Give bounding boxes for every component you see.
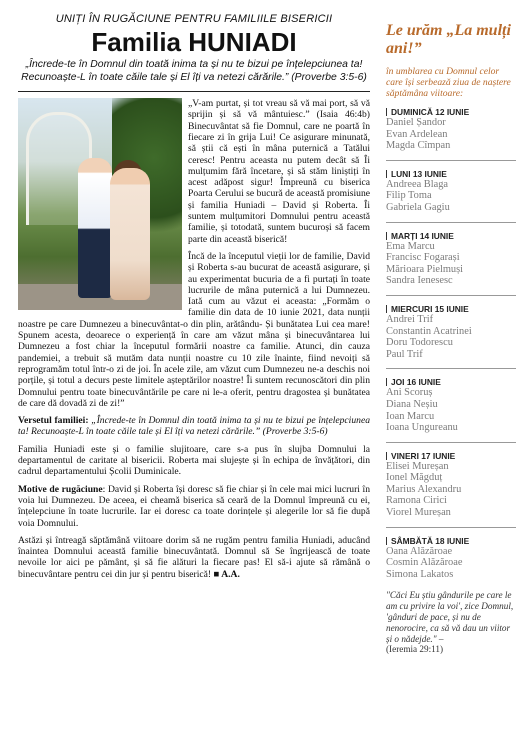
family-photo [18,98,182,310]
birthday-name: Evan Ardelean [386,128,448,140]
birthday-name: Filip Toma [386,190,432,202]
article-paragraph-2: Încă de la începutul vieții lor de familie, David și Roberta s-au bucurat de această asigurare, și au experimentat bucuria de a fi purtați în toate lucrurile de mâna puternică a lui Dumnezeu. Iată cum au văzut ei aceasta: „Formăm o familie din data de 10 iunie 2021, data nunții noastre pe care Dumnezeu a binecuvântat-o din plin, arătându- Și bunătatea Lui cea mare! Spunem acesta, deoarece o experiență în care am văzut mâna și binecuvântarea lui Dumnezeu a fost chiar la începutul formării noastre ca familie. Atunci, din cauza pandemiei, a trebuit să mutăm data nunții noastre cu 10 zile înainte, fiind nevoiți să reprogramăm totul într-o zi de joi. În acele zile, am văzut cum Dumnezeu ne-a deschis noi porțile, și totul a decurs peste limitele așteptărilor noastre! Îi suntem recunoscători din plin Domnului pentru toate binecuvântările pe care ni le-a oferit, pentru dragostea și bunătatea de care dă dovadă zi de zi!” [18,250,370,409]
birthday-name: Ema Marcu [386,240,435,252]
day-divider [386,222,516,223]
birthday-name: Elisei Mureșan [386,460,449,472]
birthday-name: Doru Todorescu [386,337,453,349]
birthday-day [386,304,516,360]
sidebar-title: Le urăm „La mulți ani!” [386,22,511,57]
day-label-text: VINERI 17 IUNIE [391,450,456,461]
day-label-bar [386,170,387,178]
article-paragraph-4 [18,535,370,580]
header-kicker: UNIȚI ÎN RUGĂCIUNE PENTRU FAMILIILE BISERICII [55,13,333,25]
birthday-day [386,107,516,152]
birthday-name: Andrei Trif [386,313,434,325]
birthday-name: Ramona Cirici [386,495,447,507]
verse-label: Versetul familiei: [18,415,89,427]
photo-husband [78,158,112,298]
birthday-name: Daniel Șandor [386,117,446,128]
day-label-text: DUMINICĂ 12 IUNIE [391,107,470,117]
prayer-text: : David și Roberta își doresc să fie chiar și în cele mai mici lucruri în voia lui Dumnezeu. De aceea, ei cheamă biserica să ceară de la Domnul împreună cu ei, înțelepciune în toate lucrurile. Iar ei doresc ca toate dorințele și alegerile lor să fie după voia Domnului. [18,483,371,529]
day-label [386,231,516,241]
prayer-reasons [18,484,370,529]
birthday-name: Gabriela Gagiu [386,201,450,213]
article-paragraph-1: „V-am purtat, și tot vreau să vă mai port, să vă sprijin și să vă mântuiesc.” (Isaia 46:4b) Binecuvântat să fie Domnul, care ne poartă în fiecare zi în grija Lui! Ce asigurare minunată, să știi că ești în mâna puternică a Tatălui ceresc! Pentru aceasta nu putem decât să Îi mulțumim fără încetare, și să stăm liniștiți în acest adăpost sigur! Împreună cu biserica Poarta Cerului se bucură de această promisiune și familia Huniadi – David și Roberta. Îi suntem mulțumitori Domnului pentru această familie, și totodată, suntem bucuroși să facem parte din această biserică! [188,98,370,245]
day-label-text: MARȚI 14 IUNIE [391,230,454,241]
birthday-name: Diana Neșiu [386,398,438,410]
birthday-day [386,231,516,287]
birthday-name: Simona Lakatos [386,568,454,580]
verse-text: „Încrede-te în Domnul din toată inima ta și nu te bizui pe înțelepciunea ta! Recunoaște-L în toate căile tale și El îți va netezi cărările.” (Proverbe 3:5-6) [18,415,370,438]
day-label-bar [386,537,387,545]
author-signature: ■ A.A. [213,568,240,580]
day-label [386,451,516,461]
birthday-name: Sandra Ienesesc [386,275,453,287]
day-label [386,377,516,387]
day-label-bar [386,378,387,386]
birthday-name: Andreea Blaga [386,178,449,190]
day-divider [386,295,516,296]
birthday-name: Mărioara Pielmuși [386,263,464,275]
birthday-name: Ionel Măgduț [386,472,443,484]
day-label-bar [386,232,387,240]
closing-text: Astăzi și întreagă săptămână viitoare dorim să ne rugăm pentru familia Huniadi, aducând înaintea Domnului această familie binecuvântată. Domnul să Se îngrijească de toate nevoile lor aici pe pământ, și să fie alături la fiecare pas! El să-i ajute să rămână o binecuvântare pentru cei din jur și pentru biserică! [18,534,370,580]
birthday-day [386,377,516,433]
sidebar-quote: "Căci Eu știu gândurile pe care le am cu privire la voi', zice Domnul, 'gânduri de pace, și nu de nenorocire, ca să vă dau un viitor și o nădejde." – [386,590,514,644]
birthday-name: Francisc Fogarași [386,252,460,264]
header-divider [18,91,370,92]
day-label-text: LUNI 13 IUNIE [391,168,447,179]
day-label [386,536,516,546]
day-label-text: SÂMBĂTĂ 18 IUNIE [391,535,470,546]
day-label [386,107,516,117]
day-divider [386,442,516,443]
birthday-day [386,169,516,214]
sidebar-quote-reference: (Ieremia 29:11) [386,644,444,655]
day-label-text: MIERCURI 15 IUNIE [391,303,469,314]
family-title: Familia HUNIADI [91,27,297,58]
article-paragraph-3: Familia Huniadi este și o familie slujitoare, care s-a pus în slujba Domnului la departamentul de caritate al bisericii. Roberta mai slujește și în echipa de învățători, din cadrul departamentului Școlii Duminicale. [18,443,370,478]
prayer-label: Motive de rugăciune [18,483,103,495]
birthday-name: Oana Alăzăroae [386,545,453,557]
birthday-day [386,451,516,519]
day-divider [386,368,516,369]
day-divider [386,160,516,161]
birthday-name: Viorel Mureșan [386,507,451,519]
birthday-name: Constantin Acatrinei [386,325,472,337]
birthday-day [386,536,516,581]
birthday-sidebar [386,22,516,655]
birthday-name: Ani Scoruș [386,387,433,399]
birthday-name: Magda Cîmpan [386,140,451,152]
sidebar-intro: în umblarea cu Domnul celor care își serbează ziua de naștere săptămâna viitoare: [386,66,511,99]
birthday-name: Ioana Ungureanu [386,422,458,434]
day-label [386,304,516,314]
birthday-name: Cosmin Alăzăroae [386,557,463,569]
day-label [386,169,516,179]
day-label-bar [386,452,387,460]
birthday-name: Marius Alexandru [386,483,462,495]
day-divider [386,527,516,528]
birthday-days [386,107,516,580]
day-label-bar [386,305,387,313]
day-label-text: JOI 16 IUNIE [391,377,441,388]
article-header [18,14,370,84]
photo-wife [110,168,150,300]
day-label-bar [386,108,387,116]
birthday-name: Ioan Marcu [386,410,435,422]
header-motto: „Încrede-te în Domnul din toată inima ta și nu te bizui pe înțelepciunea ta! Recunoaște-L în toate căile tale și El îți va netezi cărările.” (Proverbe 3:5-6) [21,59,367,83]
family-verse [18,415,370,438]
birthday-name: Paul Trif [386,348,423,360]
main-column [18,14,370,580]
